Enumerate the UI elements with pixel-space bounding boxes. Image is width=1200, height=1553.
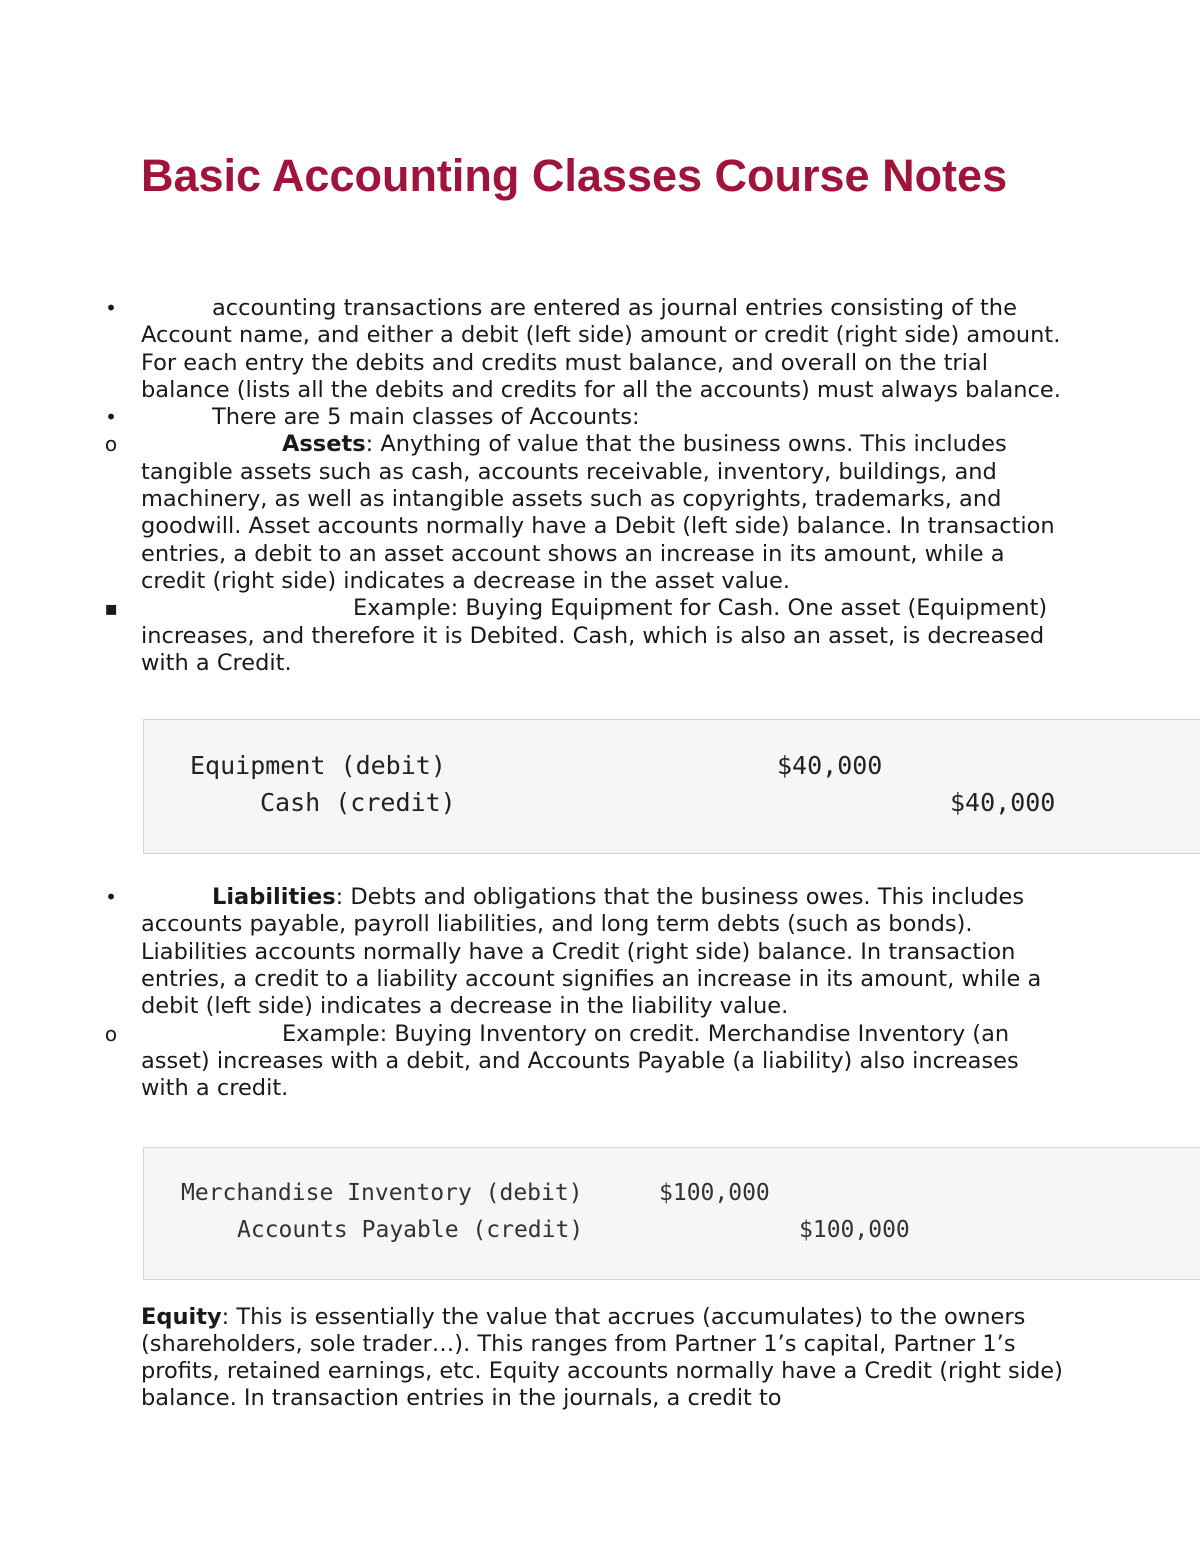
square-marker: ▪ — [104, 596, 118, 621]
journal-entry-inventory — [143, 1147, 1200, 1280]
assets-text: : Anything of value that the business owns. This includes tangible assets such as cash, accounts receivable, inventory, buildings, and machinery, as well as intangible assets such as copyrights, trademarks, and goodwill. Asset accounts normally have a Debit (left side) balance. In transaction entries, a debit to an asset account shows an increase in its amount, while a credit (right side) indicates a decrease in the asset value. — [141, 431, 1055, 594]
intro-text: accounting transactions are entered as journal entries consisting of the Account name, and either a debit (left side) amount or credit (right side) amount. For each entry the debits and credits must balance, and overall on the trial balance (lists all the debits and credits for all the accounts) must always balance. — [141, 295, 1061, 403]
liabilities-example-text: Example: Buying Inventory on credit. Merchandise Inventory (an asset) increases with a debit, and Accounts Payable (a liability) also increases with a credit. — [141, 1020, 1019, 1102]
bullet-marker: • — [105, 885, 117, 910]
bullet-marker: • — [105, 296, 117, 320]
document-body — [104, 295, 1071, 1413]
list-item-assets — [104, 431, 1071, 595]
list-item-assets-example — [104, 595, 1071, 677]
list-item-liabilities-example — [104, 1020, 1071, 1103]
entry-credit-amount: $100,000 — [799, 1216, 910, 1243]
equity-term: Equity — [141, 1303, 222, 1330]
assets-term: Assets — [282, 431, 366, 458]
entry-credit-amount: $40,000 — [950, 788, 1056, 818]
entry-debit-account: Equipment (debit) — [190, 751, 446, 781]
list-item-intro — [105, 295, 1071, 404]
liabilities-term: Liabilities — [212, 884, 336, 911]
entry-credit-account: Cash (credit) — [260, 788, 456, 818]
circle-marker: o — [104, 1021, 118, 1046]
entry-debit-amount: $100,000 — [659, 1179, 770, 1206]
circle-marker: o — [104, 432, 118, 457]
paragraph-equity — [141, 1304, 1071, 1413]
bullet-marker: • — [105, 405, 117, 430]
entry-debit-account: Merchandise Inventory (debit) — [181, 1179, 583, 1206]
assets-example-text: Example: Buying Equipment for Cash. One asset (Equipment) increases, and therefore it is Debited. Cash, which is also an asset, is decreased with a Credit. — [141, 595, 1048, 676]
classes-intro-text: There are 5 main classes of Accounts: — [212, 404, 640, 431]
equity-text: : This is essentially the value that accrues (accumulates) to the owners (shareholders, sole trader…). This ranges from Partner 1’s capital, Partner 1’s profits, retained earnings, etc. Equity accounts normally have a Credit (right side) balance. In transaction entries in the journals, a credit to — [141, 1303, 1063, 1412]
journal-entry-equipment — [143, 719, 1200, 854]
document-title: Basic Accounting Classes Course Notes — [141, 150, 1008, 201]
list-item-liabilities — [105, 884, 1071, 1020]
entry-debit-amount: $40,000 — [777, 751, 883, 781]
entry-credit-account: Accounts Payable (credit) — [237, 1216, 584, 1243]
liabilities-text: : Debts and obligations that the business owes. This includes accounts payable, payroll liabilities, and long term debts (such as bonds). Liabilities accounts normally have a Credit (right side) balance. In transaction entries, a credit to a liability account signifies an increase in its amount, while a debit (left side) indicates a decrease in the liability value. — [141, 884, 1042, 1020]
list-item-classes — [105, 404, 1071, 431]
